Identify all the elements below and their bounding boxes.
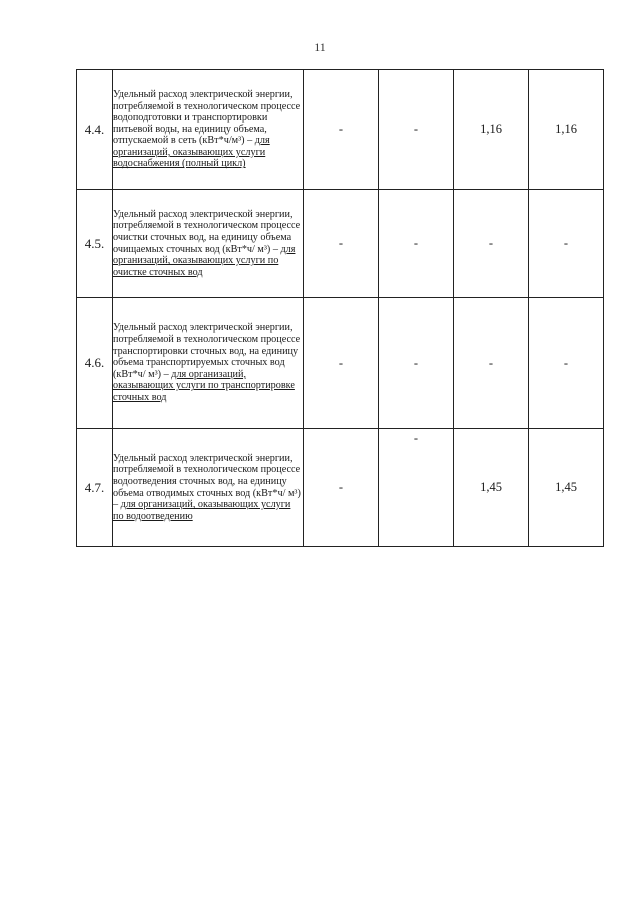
row-description bbox=[113, 70, 304, 190]
value-dash: - bbox=[413, 431, 419, 445]
value-cell: - bbox=[379, 298, 454, 429]
indicators-table bbox=[76, 69, 604, 547]
row-number: 4.4. bbox=[77, 70, 113, 190]
row-description bbox=[113, 298, 304, 429]
value-cell: - bbox=[454, 190, 529, 298]
value-cell: 1,16 bbox=[454, 70, 529, 190]
description-text: Удельный расход электрической энергии, потребляемой в технологическом процессе водоотведения сточных вод, на единицу объема отводимых сточных вод (кВт*ч/ м³) – bbox=[113, 452, 301, 511]
value-cell: - bbox=[304, 429, 379, 547]
value-cell: - bbox=[304, 70, 379, 190]
row-description bbox=[113, 429, 304, 547]
value-cell: 1,16 bbox=[529, 70, 604, 190]
description-text: Удельный расход электрической энергии, потребляемой в технологическом процессе водоподготовки и транспортировки питьевой воды, на единицу объема, отпускаемой в сеть (кВт*ч/м³) – bbox=[113, 88, 301, 147]
row-number: 4.5. bbox=[77, 190, 113, 298]
value-cell: - bbox=[379, 190, 454, 298]
row-description bbox=[113, 190, 304, 298]
table-row bbox=[77, 298, 604, 429]
description-underlined-text: для организаций, оказывающих услуги водоснабжения (полный цикл) bbox=[113, 135, 270, 170]
value-cell: - bbox=[379, 70, 454, 190]
value-cell: 1,45 bbox=[454, 429, 529, 547]
value-cell: 1,45 bbox=[529, 429, 604, 547]
value-cell: - bbox=[304, 298, 379, 429]
description-underlined-text: для организаций, оказывающих услуги по очистке сточных вод bbox=[113, 243, 296, 278]
description-underlined-text: для организаций, оказывающих услуги по водоотведению bbox=[113, 499, 291, 522]
description-text: Удельный расход электрической энергии, потребляемой в технологическом процессе транспортировки сточных вод, на единицу объема транспортируемых сточных вод (кВт*ч/ м³) – bbox=[113, 322, 301, 380]
table-row bbox=[77, 190, 604, 298]
table-row bbox=[77, 429, 604, 547]
row-number: 4.6. bbox=[77, 298, 113, 429]
description-underlined-text: для организаций, оказывающих услуги по транспортировке сточных вод bbox=[113, 368, 295, 403]
value-cell bbox=[379, 429, 454, 547]
row-number: 4.7. bbox=[77, 429, 113, 547]
value-cell: - bbox=[529, 190, 604, 298]
value-cell: - bbox=[304, 190, 379, 298]
page-number: 11 bbox=[314, 40, 326, 54]
value-cell: - bbox=[454, 298, 529, 429]
value-cell: - bbox=[529, 298, 604, 429]
description-text: Удельный расход электрической энергии, потребляемой в технологическом процессе очистки сточных вод, на единицу объема очищаемых сточных вод (кВт*ч/ м³) – bbox=[113, 208, 301, 255]
table-row bbox=[77, 70, 604, 190]
